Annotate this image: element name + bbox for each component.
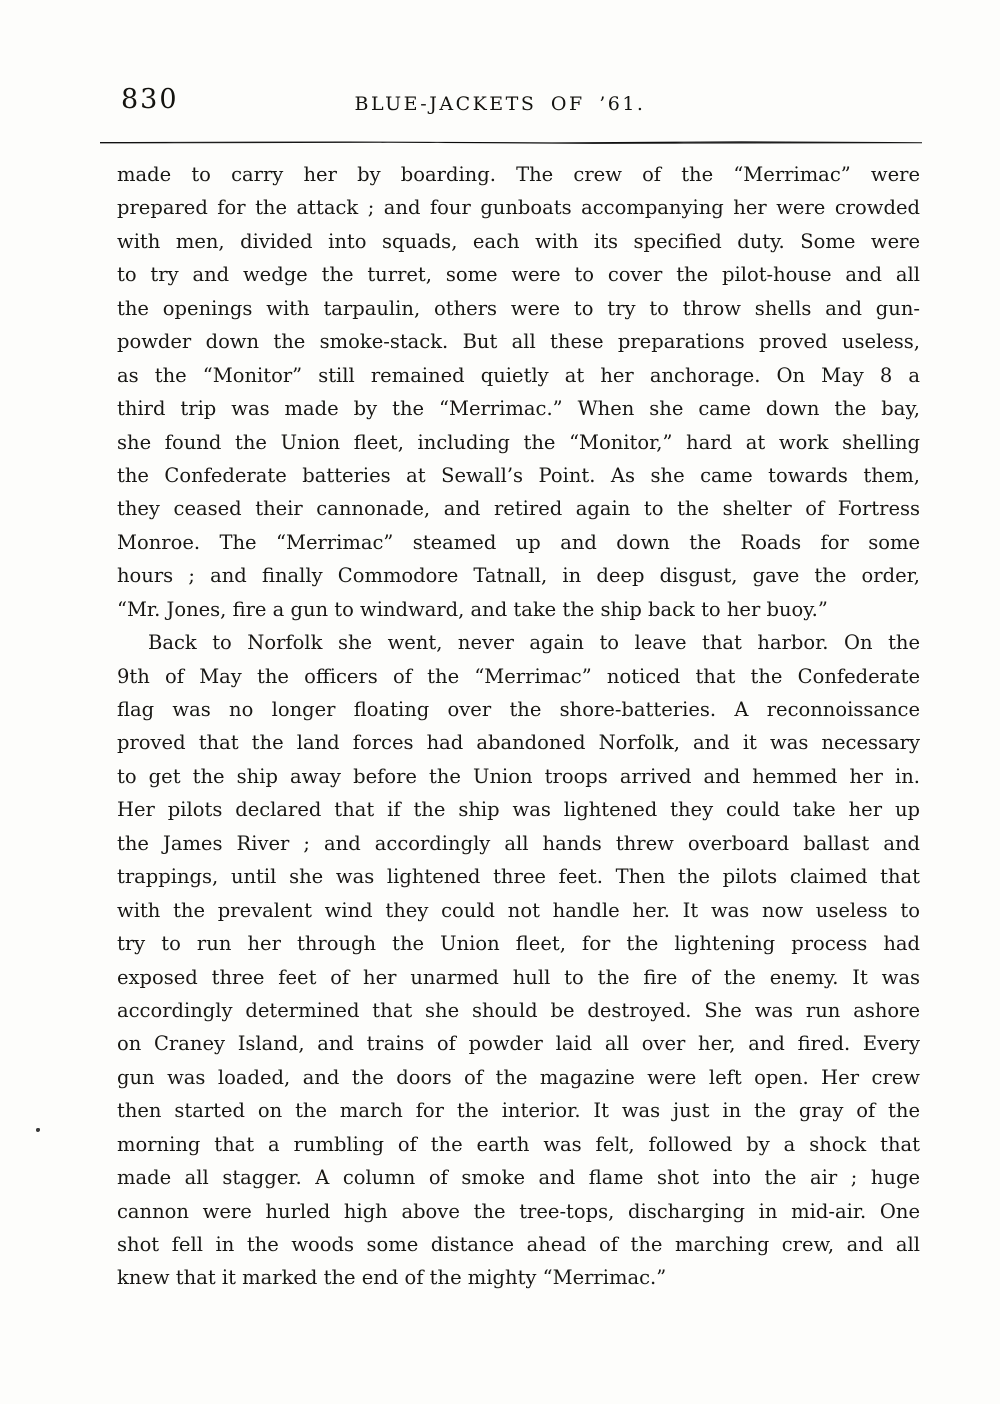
text-line: as the “Monitor” still remained quietly at her anchorage. On May 8 a <box>117 363 920 387</box>
text-line: cannon were hurled high above the tree-tops, discharging in mid-air. One <box>117 1199 920 1223</box>
text-line: powder down the smoke-stack. But all these preparations proved useless, <box>117 330 920 354</box>
text-line: made all stagger. A column of smoke and flame shot into the air ; huge <box>117 1166 920 1190</box>
text-line: to get the ship away before the Union troops arrived and hemmed her in. <box>117 764 920 788</box>
text-line: morning that a rumbling of the earth was felt, followed by a shock that <box>117 1132 920 1156</box>
text-line: trappings, until she was lightened three feet. Then the pilots claimed that <box>117 865 920 889</box>
text-line: hours ; and finally Commodore Tatnall, in deep disgust, gave the order, <box>117 564 920 588</box>
text-line: Her pilots declared that if the ship was lightened they could take her up <box>117 798 920 822</box>
text-line: third trip was made by the “Merrimac.” When she came down the bay, <box>117 397 920 421</box>
running-head: BLUE-JACKETS OF ’61. <box>354 93 646 115</box>
paragraph <box>117 158 920 626</box>
text-line: 9th of May the officers of the “Merrimac” noticed that the Confederate <box>117 664 920 688</box>
text-line: try to run her through the Union fleet, for the lightening process had <box>117 932 920 956</box>
text-line: exposed three feet of her unarmed hull to the fire of the enemy. It was <box>117 965 920 989</box>
text-line: Monroe. The “Merrimac” steamed up and down the Roads for some <box>117 530 920 554</box>
text-line: with the prevalent wind they could not handle her. It was now useless to <box>117 898 920 922</box>
text-line: knew that it marked the end of the mighty “Merrimac.” <box>117 1266 667 1290</box>
text-line: then started on the march for the interior. It was just in the gray of the <box>117 1099 920 1123</box>
text-line: shot fell in the woods some distance ahead of the marching crew, and all <box>117 1233 920 1256</box>
text-line: the Confederate batteries at Sewall’s Point. As she came towards them, <box>117 463 920 487</box>
page-number: 830 <box>121 84 179 115</box>
text-line: the James River ; and accordingly all hands threw overboard ballast and <box>117 831 920 855</box>
text-line: Back to Norfolk she went, never again to leave that harbor. On the <box>148 631 920 655</box>
text-line: on Craney Island, and trains of powder laid all over her, and fired. Every <box>117 1032 920 1056</box>
header-rule <box>100 141 922 144</box>
text-line: to try and wedge the turret, some were to cover the pilot-house and all <box>117 263 920 287</box>
text-line: the openings with tarpaulin, others were to try to throw shells and gun- <box>117 296 920 320</box>
scan-speck <box>36 1128 40 1132</box>
text-line: gun was loaded, and the doors of the magazine were left open. Her crew <box>117 1065 920 1089</box>
text-line: accordingly determined that she should be destroyed. She was run ashore <box>117 998 920 1022</box>
text-line: she found the Union fleet, including the “Monitor,” hard at work shelling <box>117 430 920 454</box>
text-line: flag was no longer floating over the shore-batteries. A reconnoissance <box>117 698 920 721</box>
text-line: prepared for the attack ; and four gunboats accompanying her were crowded <box>117 196 920 220</box>
text-line: “Mr. Jones, fire a gun to windward, and take the ship back to her buoy.” <box>117 597 828 621</box>
text-line: they ceased their cannonade, and retired again to the shelter of Fortress <box>117 497 920 521</box>
paragraph <box>117 626 920 1295</box>
text-line: proved that the land forces had abandoned Norfolk, and it was necessary <box>117 731 920 755</box>
text-line: made to carry her by boarding. The crew of the “Merrimac” were <box>117 163 920 186</box>
text-line: with men, divided into squads, each with its specified duty. Some were <box>117 229 920 253</box>
body-text <box>117 158 920 1295</box>
